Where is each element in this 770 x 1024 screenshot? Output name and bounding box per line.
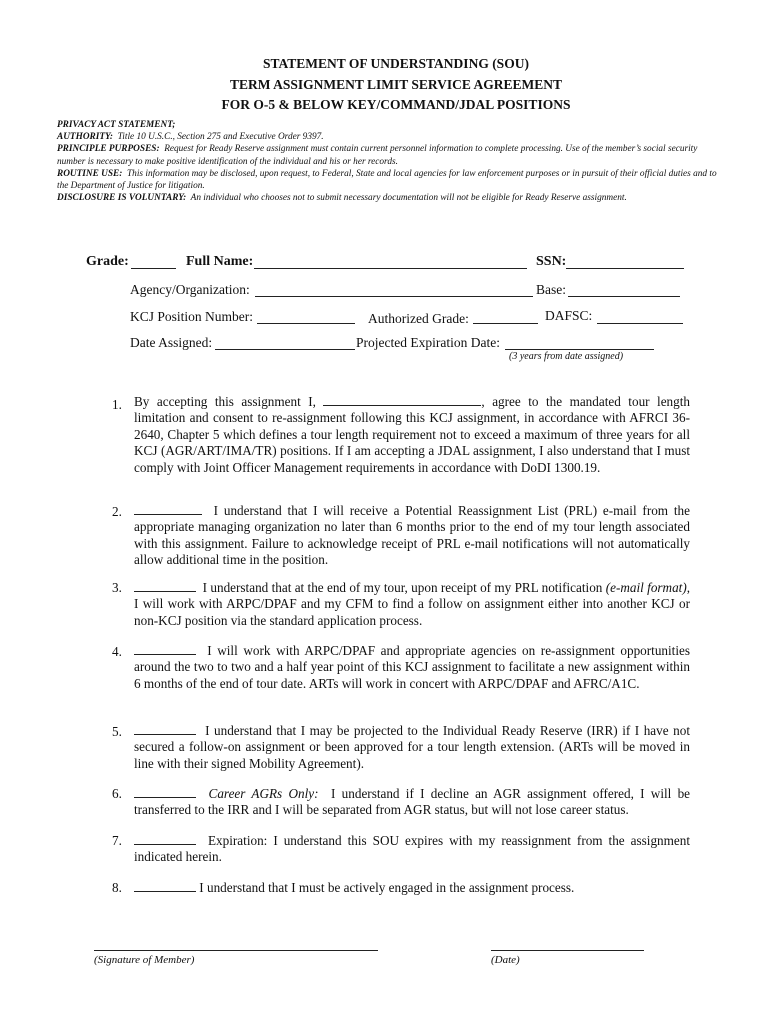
dafsc-label: DAFSC: <box>545 308 593 323</box>
agreement-item-8 <box>134 880 690 896</box>
kcj-position-field[interactable] <box>257 323 355 324</box>
ssn-field[interactable] <box>566 268 684 269</box>
item-7-text: Expiration: I understand this SOU expires with my reassignment from the assignment indicated herein. <box>134 833 690 865</box>
item-number: 5. <box>112 724 122 739</box>
item-6-text: I understand if I decline an AGR assignment offered, I will be transferred to the IRR and I will be separated from AGR status, but will not lose career status. <box>134 786 691 818</box>
agreement-item-2 <box>134 503 690 569</box>
ssn-label: SSN: <box>536 254 567 269</box>
authority-label: AUTHORITY: <box>57 132 113 143</box>
agreement-item-5 <box>134 723 690 772</box>
privacy-act-statement <box>57 119 717 204</box>
purposes-text: Request for Ready Reserve assignment must contain current personnel information to complete processing. Use of the member’s social security number is necessary to make positive identification of the individual and his or her records. <box>57 144 698 167</box>
initials-blank-5[interactable] <box>134 723 196 735</box>
routine-text: This information may be disclosed, upon request, to Federal, State and local agencies for law enforcement purposes or in pursuit of their official duties and to the Department of Justice for litigation. <box>57 168 717 192</box>
privacy-heading: PRIVACY ACT STATEMENT; <box>57 120 176 130</box>
item-2-text: I understand that I will receive a Potential Reassignment List (PRL) e-mail from the appropriate managing organization no later than 6 months prior to the end of my tour length associated with this assignment. Failure to acknowledge receipt of PRL e-mail notifications will not automatically allow additional time in the position. <box>134 503 691 568</box>
dafsc-field[interactable] <box>597 323 683 324</box>
form-title-block <box>0 54 770 116</box>
expiration-note: (3 years from date assigned) <box>509 351 624 362</box>
agency-field[interactable] <box>255 296 533 297</box>
agreement-item-3 <box>134 580 690 629</box>
disclosure-text: An individual who chooses not to submit necessary documentation will not be eligible for Ready Reserve assignment. <box>190 193 627 204</box>
item-number: 3. <box>112 580 122 595</box>
date-assigned-label: Date Assigned: <box>130 335 213 350</box>
item-3-text-a: I understand that at the end of my tour, upon receipt of my PRL notification <box>202 580 603 595</box>
agreement-item-7 <box>134 833 690 866</box>
authority-text: Title 10 U.S.C., Section 275 and Executive Order 9397. <box>117 132 324 143</box>
full-name-field[interactable] <box>254 268 527 269</box>
member-name-blank[interactable] <box>323 394 481 406</box>
item-6-italic: Career AGRs Only: <box>208 786 319 801</box>
item-number: 4. <box>112 644 122 659</box>
agreement-item-6 <box>134 786 690 819</box>
base-field[interactable] <box>568 296 680 297</box>
agency-label: Agency/Organization: <box>130 282 250 297</box>
initials-blank-7[interactable] <box>134 833 196 845</box>
purposes-label: PRINCIPLE PURPOSES: <box>57 144 160 155</box>
agreement-item-4 <box>134 643 690 692</box>
agreement-item-1 <box>134 394 690 476</box>
projected-expiration-field[interactable] <box>505 349 654 350</box>
initials-blank-6[interactable] <box>134 786 196 798</box>
projected-expiration-label: Projected Expiration Date: <box>356 335 500 350</box>
privacy-disclosure <box>57 192 717 204</box>
item-number: 1. <box>112 397 122 412</box>
disclosure-label: DISCLOSURE IS VOLUNTARY: <box>57 193 187 204</box>
item-number: 7. <box>112 833 122 848</box>
item-5-text: I understand that I may be projected to the Individual Ready Reserve (IRR) if I have not secured a follow-on assignment or been approved for a tour length extension. (ARTs will be moved in line with their signed Mobility Agreement). <box>134 723 690 771</box>
date-signature-label: (Date) <box>491 954 520 966</box>
grade-label: Grade: <box>86 254 129 269</box>
item-number: 6. <box>112 786 122 801</box>
form-title-line-2: TERM ASSIGNMENT LIMIT SERVICE AGREEMENT <box>229 76 563 92</box>
grade-field[interactable] <box>131 268 176 269</box>
item-1-text: , agree to the mandated tour length limitation and consent to re-assignment following this KCJ assignment, in accordance with AFRCI 36-2640, Chapter 5 which defines a tour length requirement not to exceed a maximum of three years for all KCJ (AGR/ART/IMA/TR) positions. If I am accepting a JDAL assignment, I also understand that I must comply with Joint Officer Management requirements in accordance with DoDI 1300.19. <box>134 394 690 475</box>
privacy-authority <box>57 131 717 143</box>
item-number: 8. <box>112 880 122 895</box>
initials-blank-2[interactable] <box>134 503 202 515</box>
date-assigned-field[interactable] <box>215 349 355 350</box>
authorized-grade-field[interactable] <box>473 323 538 324</box>
item-3-italic: (e-mail format) <box>605 580 687 595</box>
item-8-text: I understand that I must be actively engaged in the assignment process. <box>199 880 575 895</box>
item-4-text: I will work with ARPC/DPAF and appropriate agencies on re-assignment opportunities around the two to two and a half year point of this KCJ assignment to facilitate a new assignment within 6 months of the end of tour date. ARTs will work in concert with ARPC/DPAF and AFRC/A1C. <box>134 643 690 691</box>
member-signature-label: (Signature of Member) <box>94 954 195 966</box>
privacy-routine-use <box>57 168 717 192</box>
base-label: Base: <box>536 282 566 297</box>
item-1-pre: By accepting this assignment I, <box>134 394 316 409</box>
date-signature-line[interactable] <box>491 950 644 951</box>
form-title-line-3: FOR O-5 & BELOW KEY/COMMAND/JDAL POSITIONS <box>221 97 571 112</box>
full-name-label: Full Name: <box>186 254 254 269</box>
member-signature-line[interactable] <box>94 950 378 951</box>
initials-blank-4[interactable] <box>134 643 196 655</box>
item-3-text-b: , I will work with ARPC/DPAF and my CFM to find a follow on assignment either into another KCJ or non-KCJ position via the standard application process. <box>134 580 691 628</box>
authorized-grade-label: Authorized Grade: <box>368 311 469 326</box>
form-title-line-1: STATEMENT OF UNDERSTANDING (SOU) <box>263 56 529 71</box>
kcj-position-label: KCJ Position Number: <box>130 309 254 324</box>
privacy-purposes <box>57 143 717 167</box>
initials-blank-8[interactable] <box>134 880 196 892</box>
routine-label: ROUTINE USE: <box>57 168 123 179</box>
item-number: 2. <box>112 504 122 519</box>
initials-blank-3[interactable] <box>134 580 196 592</box>
